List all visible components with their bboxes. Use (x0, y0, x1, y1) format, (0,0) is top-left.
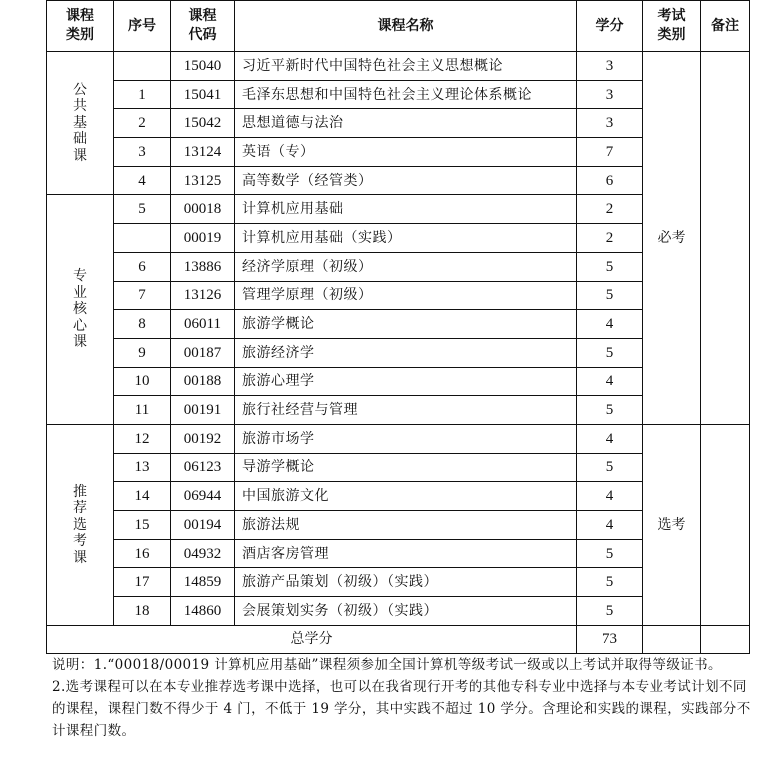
cell-index: 7 (114, 281, 171, 310)
cell-index: 15 (114, 511, 171, 540)
cell-name: 导游学概论 (235, 453, 577, 482)
note-1: 说明：1.“00018/00019 计算机应用基础”课程须参加全国计算机等级考试一级或以上考试并取得等级证书。 (52, 657, 722, 673)
cell-name: 中国旅游文化 (235, 482, 577, 511)
cell-credit: 7 (577, 138, 643, 167)
cell-name: 旅行社经营与管理 (235, 396, 577, 425)
cell-credit: 4 (577, 367, 643, 396)
cell-index: 8 (114, 310, 171, 339)
cell-name: 旅游产品策划（初级）（实践） (235, 568, 577, 597)
note-2: 2.选考课程可以在本专业推荐选考课中选择，也可以在我省现行开考的其他专科专业中选择与本专业考试计划不同的课程，课程门数不得少于 4 门，不低于 19 学分，其中实践不超过 10 学分。含理论和实践的课程，实践部分不计课程门数。 (52, 679, 751, 739)
header-remark: 备注 (701, 1, 750, 52)
exam-type-required: 必考 (643, 52, 701, 425)
cell-code: 15041 (171, 80, 235, 109)
course-plan-document (46, 0, 748, 654)
cell-index: 10 (114, 367, 171, 396)
cell-name: 经济学原理（初级） (235, 252, 577, 281)
header-exam-type: 考试 类别 (643, 1, 701, 52)
cell-code: 06011 (171, 310, 235, 339)
cell-code: 13125 (171, 166, 235, 195)
cell-code: 14860 (171, 597, 235, 626)
cell-code: 06944 (171, 482, 235, 511)
notes (52, 654, 752, 742)
cell-credit: 3 (577, 109, 643, 138)
group-core: 专业核心课 (47, 195, 114, 425)
course-table (46, 0, 750, 654)
header-row (47, 1, 750, 52)
cell-name: 管理学原理（初级） (235, 281, 577, 310)
cell-code: 00188 (171, 367, 235, 396)
total-label: 总学分 (47, 625, 577, 653)
cell-name: 旅游经济学 (235, 338, 577, 367)
cell-index: 14 (114, 482, 171, 511)
cell-index: 1 (114, 80, 171, 109)
cell-credit: 5 (577, 396, 643, 425)
total-empty-cell (643, 625, 701, 653)
cell-credit: 5 (577, 252, 643, 281)
cell-index: 9 (114, 338, 171, 367)
cell-name: 计算机应用基础 (235, 195, 577, 224)
cell-index: 2 (114, 109, 171, 138)
cell-code: 04932 (171, 539, 235, 568)
table-row (47, 424, 750, 453)
cell-credit: 5 (577, 568, 643, 597)
cell-name: 旅游市场学 (235, 424, 577, 453)
cell-index: 12 (114, 424, 171, 453)
header-credit: 学分 (577, 1, 643, 52)
table-row (47, 52, 750, 81)
cell-credit: 4 (577, 310, 643, 339)
cell-index (114, 224, 171, 253)
header-code: 课程 代码 (171, 1, 235, 52)
cell-credit: 4 (577, 482, 643, 511)
cell-name: 英语（专） (235, 138, 577, 167)
cell-name: 思想道德与法治 (235, 109, 577, 138)
cell-index: 17 (114, 568, 171, 597)
cell-code: 13886 (171, 252, 235, 281)
cell-name: 计算机应用基础（实践） (235, 224, 577, 253)
cell-name: 会展策划实务（初级）（实践） (235, 597, 577, 626)
cell-code: 00019 (171, 224, 235, 253)
cell-credit: 6 (577, 166, 643, 195)
cell-credit: 2 (577, 195, 643, 224)
cell-credit: 2 (577, 224, 643, 253)
cell-code: 00187 (171, 338, 235, 367)
cell-index: 4 (114, 166, 171, 195)
cell-code: 00194 (171, 511, 235, 540)
total-value: 73 (577, 625, 643, 653)
total-row (47, 625, 750, 653)
cell-credit: 5 (577, 281, 643, 310)
cell-index: 16 (114, 539, 171, 568)
cell-code: 06123 (171, 453, 235, 482)
cell-index: 3 (114, 138, 171, 167)
cell-credit: 4 (577, 424, 643, 453)
total-empty-cell (701, 625, 750, 653)
cell-code: 00018 (171, 195, 235, 224)
cell-credit: 5 (577, 338, 643, 367)
cell-name: 毛泽东思想和中国特色社会主义理论体系概论 (235, 80, 577, 109)
cell-name: 旅游学概论 (235, 310, 577, 339)
cell-index: 11 (114, 396, 171, 425)
cell-code: 14859 (171, 568, 235, 597)
cell-code: 13124 (171, 138, 235, 167)
group-elective: 推荐选考课 (47, 424, 114, 625)
cell-code: 00192 (171, 424, 235, 453)
cell-code: 15042 (171, 109, 235, 138)
header-name: 课程名称 (235, 1, 577, 52)
cell-credit: 5 (577, 597, 643, 626)
cell-name: 习近平新时代中国特色社会主义思想概论 (235, 52, 577, 81)
cell-name: 高等数学（经管类） (235, 166, 577, 195)
cell-credit: 5 (577, 539, 643, 568)
cell-code: 15040 (171, 52, 235, 81)
cell-credit: 5 (577, 453, 643, 482)
cell-name: 旅游心理学 (235, 367, 577, 396)
cell-code: 13126 (171, 281, 235, 310)
cell-index: 6 (114, 252, 171, 281)
cell-name: 旅游法规 (235, 511, 577, 540)
cell-credit: 3 (577, 52, 643, 81)
remark-cell (701, 424, 750, 625)
cell-index: 5 (114, 195, 171, 224)
cell-name: 酒店客房管理 (235, 539, 577, 568)
cell-index: 18 (114, 597, 171, 626)
cell-credit: 3 (577, 80, 643, 109)
cell-code: 00191 (171, 396, 235, 425)
remark-cell (701, 52, 750, 425)
cell-index (114, 52, 171, 81)
cell-index: 13 (114, 453, 171, 482)
exam-type-elective: 选考 (643, 424, 701, 625)
group-public: 公共基础课 (47, 52, 114, 195)
header-index: 序号 (114, 1, 171, 52)
header-category: 课程 类别 (47, 1, 114, 52)
cell-credit: 4 (577, 511, 643, 540)
